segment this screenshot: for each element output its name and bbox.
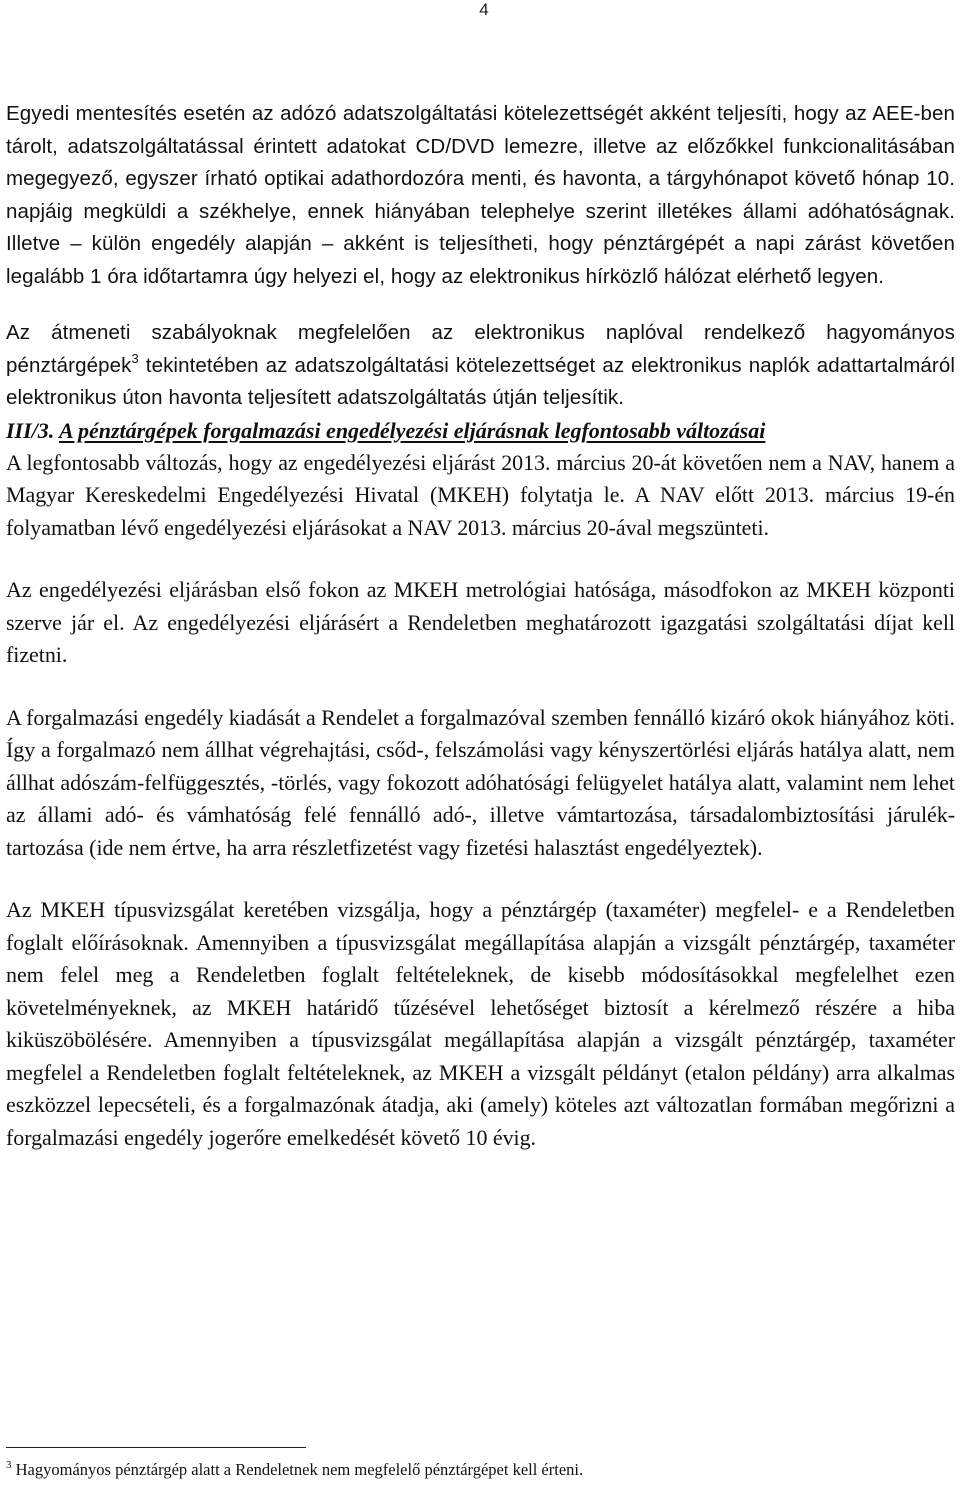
paragraph-text: Az átmeneti szabályoknak megfelelően az elektronikus naplóval rendelkező hagyományos pénztárgépek bbox=[6, 321, 955, 377]
section-title: A pénztárgépek forgalmazási engedélyezési eljárásnak legfontosabb változásai bbox=[58, 417, 766, 443]
paragraph-egyedi-mentesites: Egyedi mentesítés esetén az adózó adatszolgáltatási kötelezettségét akként teljesíti, hogy az AEE-ben tárolt, adatszolgáltatással érintett adatokat CD/DVD lemezre, illetve az előzőkkel funkcionalitásában megegyező, egyszer írható optikai adathordozóra menti, és havonta, a tárgyhónapot követő hónap 10. napjáig megküldi a székhelye, ennek hiányában telephelye szerint illetékes állami adóhatóságnak. Illetve – külön engedély alapján – akként is teljesítheti, hogy pénztárgépét a napi zárást követően legalább 1 óra időtartamra úgy helyezi el, hogy az elektronikus hírközlő hálózat elérhető legyen. bbox=[6, 102, 955, 288]
page-number: 4 bbox=[479, 0, 489, 19]
paragraph-forgalmazasi-engedely: A forgalmazási engedély kiadását a Rendelet a forgalmazóval szemben fennálló kizáró okok hiányához köti. Így a forgalmazó nem állhat végrehajtási, csőd-, felszámolási vagy kényszertörlési eljárás hatálya alatt, nem állhat adószám-felfüggesztés, -törlés, vagy fokozott adóhatósági felügyelet hatálya alatt, valamint nem lehet az állami adó- és vámhatóság felé fennálló adó-, illetve vámtartozása, társadalombiztosítási járulék- tartozása (ide nem értve, ha arra részletfizetést vagy fizetési halasztást engedélyeztek). bbox=[6, 704, 955, 860]
paragraph-atmeneti-szabalyok bbox=[6, 317, 955, 415]
document-body bbox=[6, 98, 955, 1154]
footnote bbox=[6, 1459, 955, 1481]
paragraph-engedelyezesi-eljaras: Az engedélyezési eljárásban első fokon az MKEH metrológiai hatósága, másodfokon az MKEH központi szerve jár el. Az engedélyezési eljárásért a Rendeletben meghatározott igazgatási szolgáltatási díjat kell fizetni. bbox=[6, 577, 955, 667]
section-number: III/3. bbox=[6, 417, 55, 443]
paragraph-legfontosabb-valtozas: A legfontosabb változás, hogy az engedélyezési eljárást 2013. március 20-át követően nem a NAV, hanem a Magyar Kereskedelmi Engedélyezési Hivatal (MKEH) folytatja le. A NAV előtt 2013. március 19-én folyamatban lévő engedélyezési eljárásokat a NAV 2013. március 20-ával megszünteti. bbox=[6, 449, 955, 540]
section-heading bbox=[6, 415, 955, 447]
footnote-divider bbox=[6, 1447, 306, 1448]
paragraph-text-continued: tekintetében az adatszolgáltatási kötelezettséget az elektronikus naplók adattartalmáról elektronikus úton havonta teljesített adatszolgáltatás útján teljesítik. bbox=[6, 353, 955, 409]
footnote-text: Hagyományos pénztárgép alatt a Rendeletnek nem megfelelő pénztárgépet kell érteni. bbox=[11, 1460, 584, 1479]
footnote-number: 3 bbox=[6, 1459, 12, 1471]
footnote-reference: 3 bbox=[131, 350, 139, 366]
paragraph-tipusvizsgalat: Az MKEH típusvizsgálat keretében vizsgálja, hogy a pénztárgép (taxaméter) megfelel- e a Rendeletben foglalt előírásoknak. Amennyiben a típusvizsgálat megállapítása alapján a vizsgált pénztárgép, taxaméter nem felel meg a Rendeletben foglalt feltételeknek, de kisebb módosításokkal megfelelhet ezen követelményeknek, az MKEH határidő tűzésével lehetőséget biztosít a kérelmező részére a hiba kiküszöbölésére. Amennyiben a típusvizsgálat megállapítása alapján a vizsgált pénztárgép, taxaméter megfelel a Rendeletben foglalt feltételeknek, az MKEH a vizsgált példányt (etalon példány) arra alkalmas eszközzel lepecsételi, és a forgalmazónak átadja, aki (amely) köteles azt változatlan formában megőrizni a forgalmazási engedély jogerőre emelkedését követő 10 évig. bbox=[6, 897, 955, 1150]
